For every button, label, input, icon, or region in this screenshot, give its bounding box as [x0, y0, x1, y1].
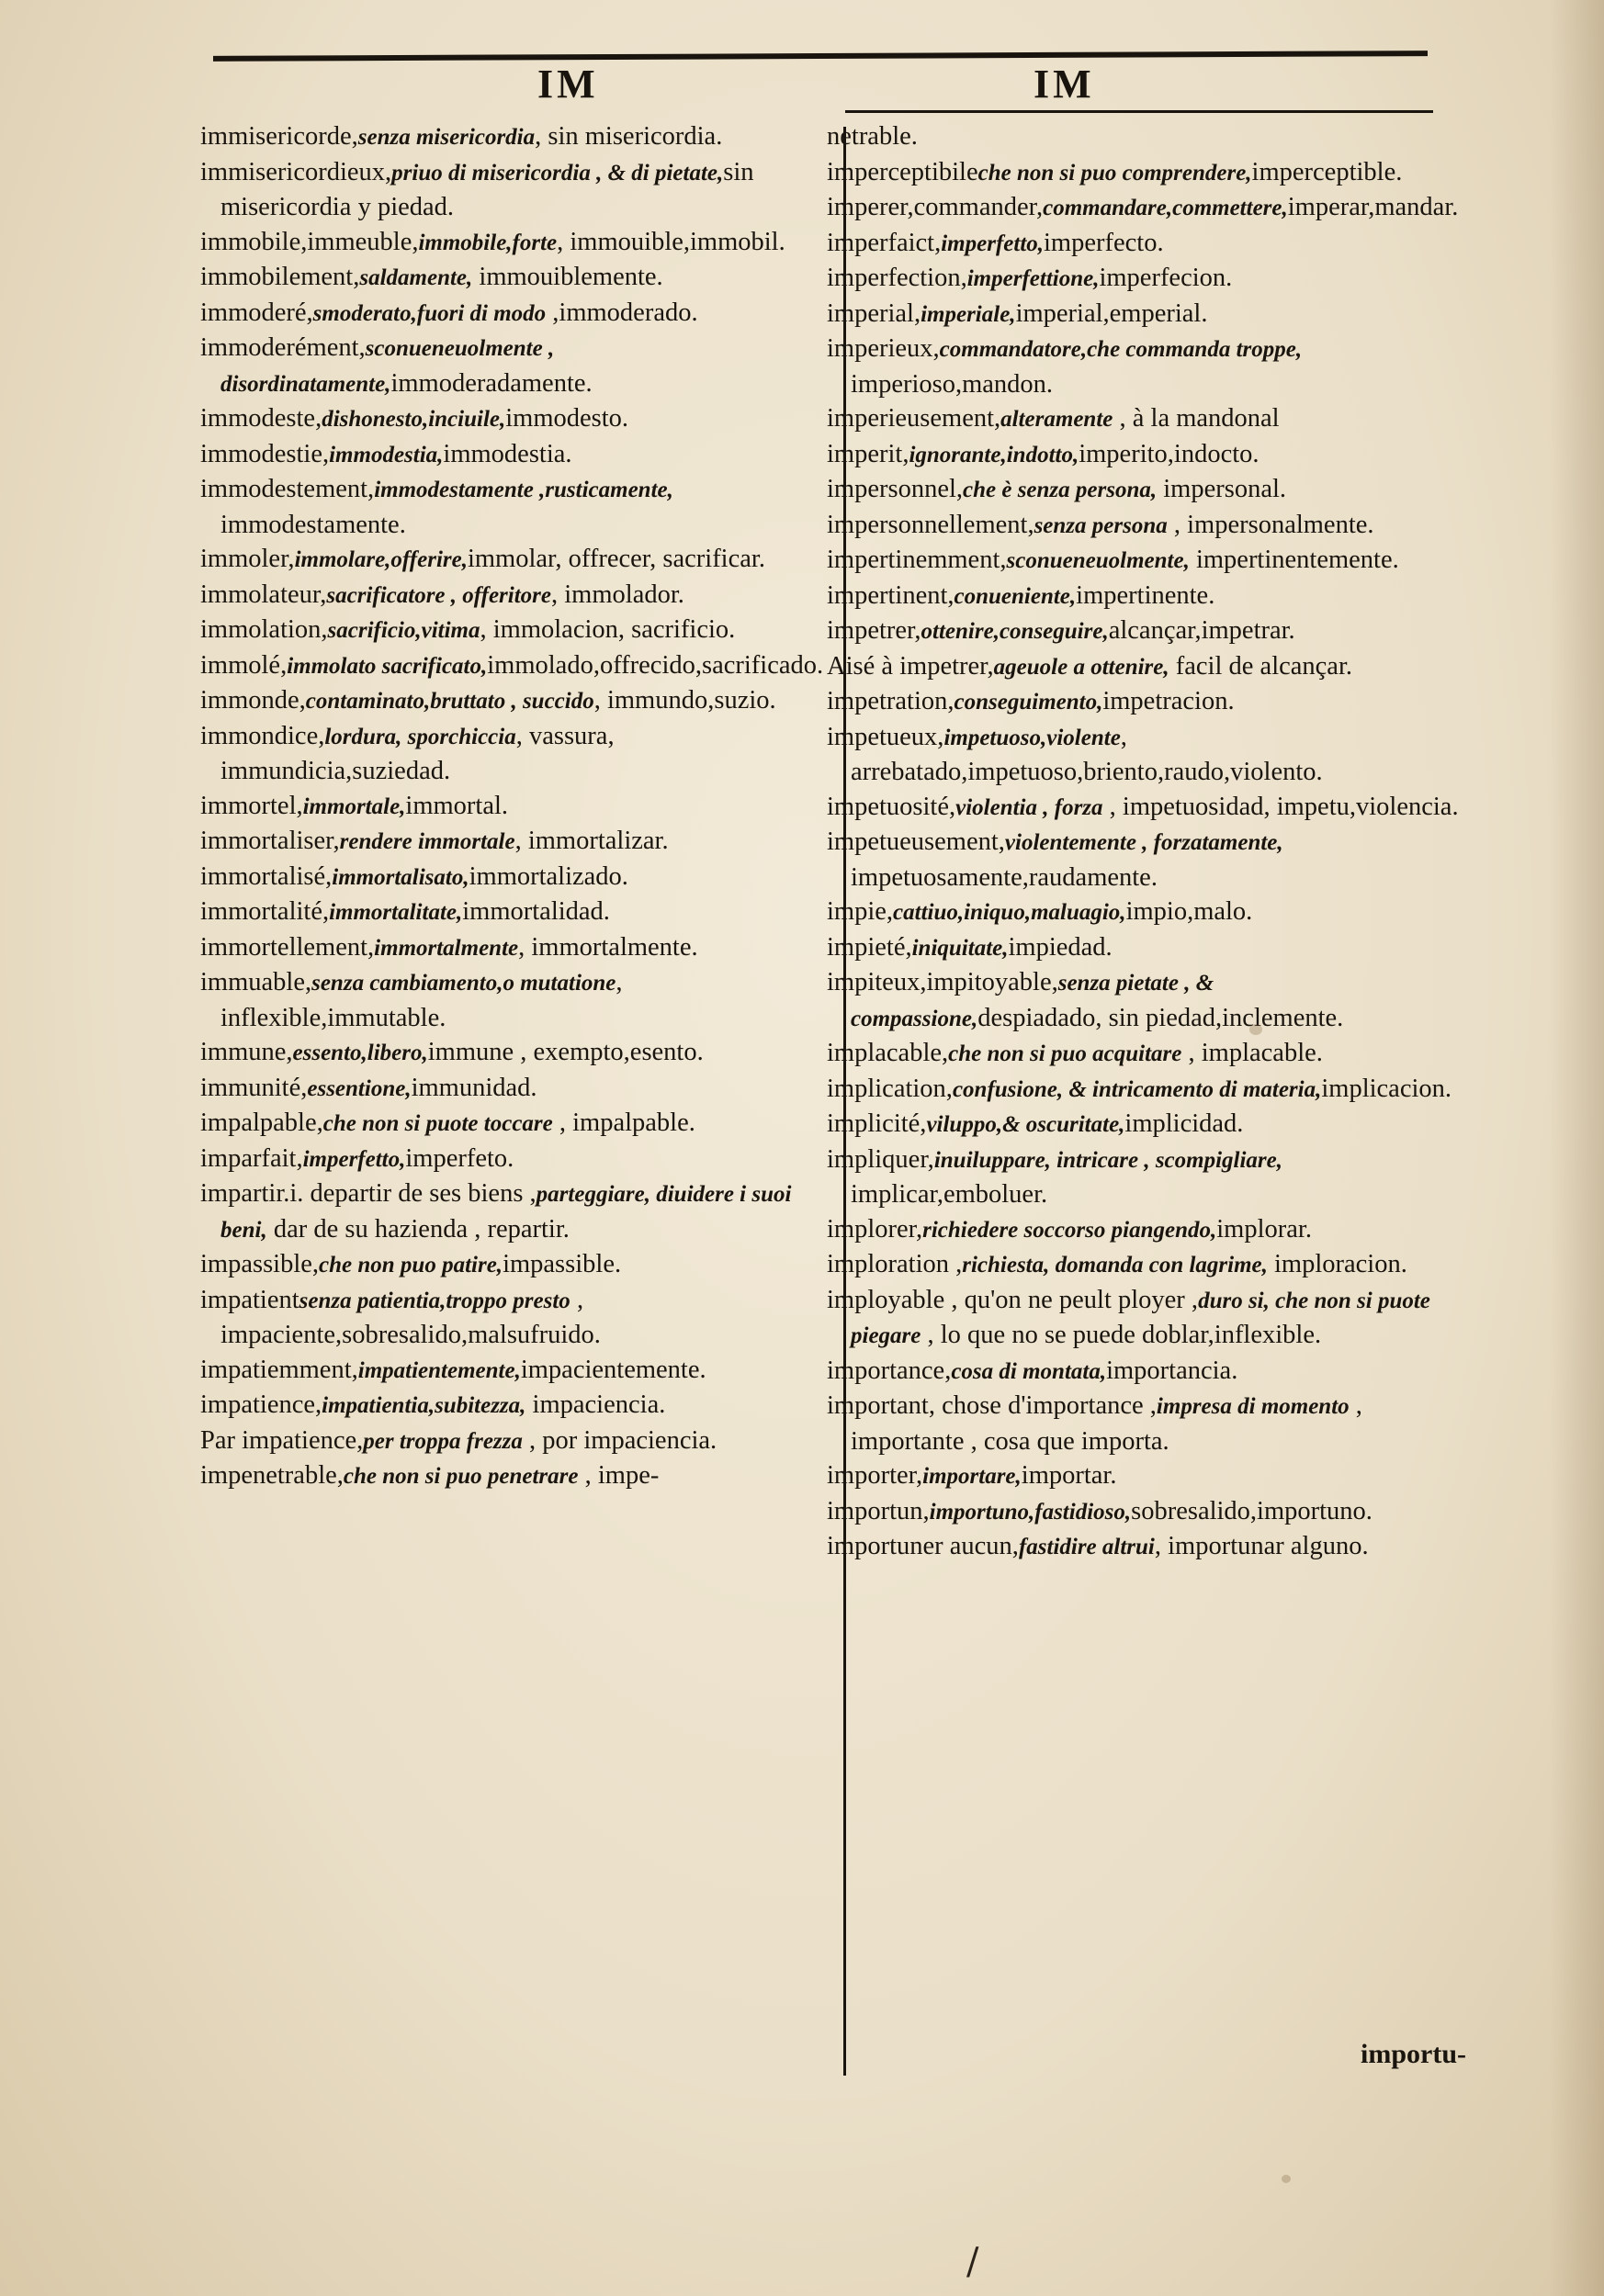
entry-headword: immunité,: [200, 1073, 308, 1102]
entry-spanish: immolar, offrecer, sacrificar.: [467, 545, 765, 573]
entry-headword: importer,: [827, 1461, 923, 1490]
dictionary-entry: [827, 155, 1461, 191]
entry-headword: immuable,: [200, 968, 312, 996]
dictionary-entry: [200, 1106, 834, 1142]
stain-spot: [1282, 2175, 1291, 2183]
entry-headword: immobile,immeuble,: [200, 227, 419, 256]
entry-spanish: , importante , cosa que importa.: [851, 1391, 1362, 1456]
entry-spanish: imperar,mandar.: [1287, 193, 1459, 221]
entry-headword: imperfaict,: [827, 228, 942, 257]
right-column: [827, 119, 1461, 1565]
entry-spanish: importar.: [1021, 1461, 1117, 1490]
dictionary-entry: [200, 542, 834, 578]
dictionary-entry: [827, 472, 1461, 508]
dictionary-entry: [200, 119, 834, 155]
entry-spanish: immortalidad.: [462, 897, 610, 926]
entry-italian: duro si, che non si puote piegare: [851, 1288, 1430, 1348]
entry-headword: impliquer,: [827, 1144, 934, 1174]
entry-spanish: imperioso,mandon.: [851, 369, 1054, 399]
dictionary-entry: [200, 719, 834, 789]
entry-headword: impatiemment,: [200, 1355, 358, 1384]
dictionary-entry: [200, 860, 834, 895]
dictionary-entry: [200, 1035, 834, 1071]
entry-spanish: impertinentemente.: [1189, 546, 1399, 574]
entry-italian: che non puo patire,: [319, 1253, 503, 1277]
dictionary-entry: [200, 613, 834, 648]
entry-headword: imperceptibile: [827, 157, 978, 186]
entry-italian: alteramente: [1000, 407, 1113, 432]
dictionary-entry: [827, 332, 1461, 401]
entry-headword: impie,: [827, 897, 894, 926]
entry-italian: senza persona: [1034, 512, 1168, 538]
entry-spanish: , por impaciencia.: [522, 1425, 717, 1455]
dictionary-entry: [200, 1424, 834, 1459]
entry-spanish: , impe-: [578, 1461, 660, 1490]
entry-italian: che non si puo penetrare: [343, 1464, 579, 1489]
dictionary-entry: [827, 1142, 1461, 1212]
entry-headword: immune,: [200, 1038, 293, 1066]
entry-spanish: imperfecion.: [1099, 264, 1233, 292]
entry-headword: immobilement,: [200, 263, 360, 291]
entry-italian: imperfetto,: [302, 1146, 406, 1172]
entry-italian: immortalitate,: [329, 900, 463, 925]
dictionary-entry: [200, 1458, 834, 1494]
entry-italian: cosa di montata,: [951, 1358, 1107, 1384]
dictionary-entry: [827, 825, 1461, 895]
entry-headword: imperfection,: [827, 264, 967, 292]
entry-headword: immortaliser,: [200, 827, 340, 855]
entry-headword: impersonnel,: [827, 475, 964, 503]
dictionary-entry: [200, 1388, 834, 1424]
dictionary-entry: [827, 790, 1461, 826]
entry-spanish: , immouible,immobil.: [557, 227, 785, 256]
dictionary-entry: [200, 1353, 834, 1389]
dictionary-entry: [827, 297, 1461, 332]
entry-spanish: impaciencia.: [525, 1390, 666, 1419]
entry-spanish: , inflexible,immutable.: [220, 968, 623, 1032]
entry-spanish: immoderadamente.: [390, 368, 593, 398]
dictionary-entry: [200, 930, 834, 966]
entry-spanish: impassible.: [503, 1250, 622, 1278]
entry-headword: immodestie,: [200, 439, 330, 468]
entry-italian: ottenire,conseguire,: [921, 619, 1109, 644]
entry-spanish: , sin misericordia.: [535, 122, 723, 151]
dictionary-entry: [200, 1247, 834, 1283]
dictionary-entry: [827, 1389, 1461, 1458]
entry-spanish: immouiblemente.: [472, 263, 663, 291]
dictionary-entry: [200, 1071, 834, 1107]
entry-headword: impassible,: [200, 1250, 320, 1278]
dictionary-entry: [200, 683, 834, 719]
entry-spanish: despiadado, sin piedad,inclemente.: [977, 1003, 1344, 1032]
entry-headword: impatience,: [200, 1390, 322, 1419]
stain-spot: [1249, 1024, 1262, 1035]
entry-headword: impetration,: [827, 687, 954, 715]
dictionary-entry: [200, 401, 834, 437]
entry-italian: che non si puote toccare: [322, 1111, 553, 1136]
entry-italian: senza patientia,troppo presto: [299, 1288, 570, 1313]
entry-spanish: impersonal.: [1157, 475, 1287, 503]
dictionary-entry: [827, 1036, 1461, 1072]
entry-spanish: , immortalmente.: [518, 932, 698, 962]
entry-spanish: , immolacion, sacrificio.: [480, 615, 736, 644]
dictionary-entry: [200, 1283, 834, 1353]
entry-italian: iniquitate,: [911, 935, 1009, 961]
running-head-right: IM: [1034, 62, 1095, 107]
dictionary-entry: [827, 1354, 1461, 1390]
entry-italian: impetuoso,violente: [943, 725, 1121, 750]
entry-spanish: , lo que no se puede doblar,inflexible.: [921, 1321, 1322, 1349]
entry-italian: confusione, & intricamento di materia,: [952, 1076, 1322, 1102]
entry-headword: immolation,: [200, 615, 328, 644]
entry-spanish: , impetuosidad, impetu,violencia.: [1102, 792, 1459, 821]
entry-spanish: impertinente.: [1076, 580, 1215, 610]
entry-spanish: implicidad.: [1124, 1109, 1244, 1138]
entry-italian: immolare,offerire,: [294, 547, 468, 572]
entry-headword: implication,: [827, 1074, 953, 1103]
entry-headword: impetueusement,: [827, 827, 1005, 856]
entry-italian: per troppa frezza: [363, 1428, 523, 1454]
entry-spanish: importancia.: [1106, 1356, 1238, 1385]
dictionary-entry: [827, 119, 1461, 155]
entry-italian: senza cambiamento,o mutatione: [311, 971, 616, 996]
entry-spanish: , importunar alguno.: [1154, 1532, 1369, 1560]
entry-italian: inuiluppare, intricare , scompigliare,: [933, 1147, 1283, 1173]
dictionary-entry: [200, 648, 834, 684]
dictionary-entry: [827, 1494, 1461, 1530]
entry-headword: imperieux,: [827, 334, 940, 363]
header-rule-right: [845, 110, 1433, 113]
entry-headword: immortalisé,: [200, 861, 333, 891]
dictionary-entry: [200, 331, 834, 401]
dictionary-entry: [827, 1072, 1461, 1108]
entry-headword: implicité,: [827, 1109, 927, 1138]
entry-italian: importare,: [922, 1464, 1022, 1489]
entry-italian: smoderato,fuori di modo: [312, 300, 547, 326]
entry-headword: impartir.i. departir de ses biens ,: [200, 1179, 537, 1208]
entry-headword: Aisé à impetrer,: [827, 651, 994, 681]
dictionary-entry: [827, 579, 1461, 614]
left-column: [200, 119, 834, 1494]
entry-headword: immoderément,: [200, 333, 366, 362]
entry-italian: sconueneuolmente,: [1006, 548, 1190, 573]
dictionary-entry: [827, 226, 1461, 262]
dictionary-entry: [200, 789, 834, 825]
entry-italian: che non si puo acquitare: [948, 1041, 1182, 1066]
page-shadow: [1549, 0, 1604, 2296]
entry-spanish: imperceptible.: [1251, 157, 1403, 186]
entry-spanish: , impalpable.: [552, 1109, 695, 1137]
entry-italian: impresa di momento: [1156, 1394, 1350, 1419]
entry-spanish: , immolador.: [551, 580, 684, 609]
dictionary-entry: [827, 1529, 1461, 1565]
dictionary-entry: [200, 965, 834, 1035]
entry-headword: importun,: [827, 1496, 930, 1525]
entry-spanish: facil de alcançar.: [1169, 651, 1353, 681]
entry-headword: immonde,: [200, 686, 306, 715]
entry-spanish: sin misericordia y piedad.: [220, 157, 754, 221]
entry-headword: importuner aucun,: [827, 1532, 1019, 1560]
entry-italian: sacrificio,vitima: [327, 618, 480, 643]
entry-italian: immodestamente ,rusticamente,: [374, 478, 673, 502]
entry-headword: immolateur,: [200, 580, 327, 609]
dictionary-entry: [827, 190, 1461, 226]
entry-italian: importuno,fastidioso,: [929, 1499, 1132, 1525]
entry-spanish: impacientemente.: [520, 1355, 706, 1384]
dictionary-entry: [827, 1283, 1461, 1354]
entry-italian: viluppo,& oscuritate,: [926, 1112, 1125, 1137]
entry-headword: impetueux,: [827, 722, 944, 751]
entry-spanish: immortalizado.: [469, 861, 628, 891]
entry-headword: imperit,: [827, 439, 909, 468]
entry-headword: immortalité,: [200, 897, 330, 926]
entry-spanish: imperfeto.: [405, 1143, 514, 1173]
entry-italian: commandare,commettere,: [1043, 196, 1288, 220]
entry-spanish: , à la mandonal: [1113, 404, 1280, 433]
entry-italian: rendere immortale: [339, 829, 515, 854]
dictionary-entry: [200, 225, 834, 261]
entry-italian: ageuole a ottenire,: [993, 654, 1169, 680]
entry-italian: ignorante,indotto,: [909, 442, 1079, 467]
entry-italian: violentia , forza: [955, 794, 1103, 820]
entry-spanish: impetuosamente,raudamente.: [851, 862, 1158, 892]
running-head-left: IM: [537, 62, 599, 107]
dictionary-entry: [827, 649, 1461, 685]
entry-spanish: , vassura, immundicia,suziedad.: [220, 721, 615, 785]
entry-italian: imperfettione,: [966, 266, 1100, 291]
entry-italian: che è senza persona,: [963, 478, 1158, 502]
dictionary-entry: [827, 613, 1461, 649]
dictionary-entry: [827, 508, 1461, 544]
entry-headword: immoler,: [200, 545, 295, 573]
dictionary-entry: [827, 1107, 1461, 1142]
entry-spanish: , implacable.: [1181, 1039, 1323, 1067]
dictionary-entry: [827, 1212, 1461, 1248]
entry-headword: impertinemment,: [827, 546, 1007, 574]
entry-headword: netrable.: [827, 122, 918, 151]
entry-spanish: immodestamente.: [220, 510, 406, 539]
entry-headword: imployable , qu'on ne peult ployer ,: [827, 1285, 1199, 1314]
entry-headword: immodeste,: [200, 404, 322, 433]
entry-italian: saldamente,: [359, 265, 473, 290]
entry-italian: immolato sacrificato,: [287, 653, 488, 679]
entry-italian: immobile,forte: [418, 230, 558, 255]
entry-spanish: , immortalizar.: [514, 827, 669, 855]
dictionary-entry: [200, 472, 834, 542]
entry-headword: importance,: [827, 1356, 952, 1385]
entry-italian: contaminato,bruttato , succido: [305, 689, 594, 714]
dictionary-entry: [827, 684, 1461, 720]
footer-mark: /: [966, 2241, 979, 2283]
entry-spanish: immunidad.: [411, 1073, 537, 1102]
entry-italian: richiedere soccorso piangendo,: [922, 1217, 1217, 1243]
entry-spanish: immortal.: [405, 791, 509, 820]
entry-headword: immondice,: [200, 721, 325, 750]
entry-spanish: dar de su hazienda , repartir.: [266, 1214, 570, 1244]
dictionary-entry: [827, 930, 1461, 966]
entry-spanish: ,immoderado.: [546, 298, 698, 327]
entry-italian: impatientia,subitezza,: [322, 1393, 526, 1418]
dictionary-entry: [200, 260, 834, 296]
dictionary-entry: [200, 895, 834, 930]
entry-italian: conseguimento,: [954, 690, 1103, 715]
entry-spanish: alcançar,impetrar.: [1108, 616, 1295, 645]
entry-italian: violentemente , forzatamente,: [1004, 830, 1283, 855]
entry-italian: fastidire altrui: [1018, 1535, 1155, 1559]
entry-headword: impieté,: [827, 932, 912, 962]
entry-spanish: implicar,emboluer.: [851, 1180, 1048, 1209]
entry-headword: immoderé,: [200, 298, 313, 327]
entry-headword: implorer,: [827, 1214, 923, 1244]
dictionary-entry: [827, 720, 1461, 790]
entry-spanish: , impaciente,sobresalido,malsufruido.: [220, 1285, 601, 1349]
entry-headword: impatient: [200, 1285, 299, 1314]
dictionary-entry: [200, 296, 834, 332]
entry-headword: imperieusement,: [827, 404, 1001, 433]
entry-italian: immortalmente: [374, 935, 519, 961]
entry-italian: sacrificatore , offeritore: [326, 582, 552, 608]
entry-headword: impetrer,: [827, 616, 921, 645]
entry-headword: imperer,commander,: [827, 193, 1044, 221]
dictionary-entry: [200, 155, 834, 225]
dictionary-entry: [827, 543, 1461, 579]
entry-headword: imploration ,: [827, 1250, 963, 1278]
dictionary-entry: [827, 895, 1461, 930]
entry-spanish: imperfecto.: [1044, 228, 1164, 257]
entry-italian: immodestia,: [329, 442, 444, 467]
entry-italian: imperfetto,: [941, 231, 1045, 256]
entry-spanish: , immundo,suzio.: [593, 686, 776, 715]
entry-headword: impersonnellement,: [827, 510, 1034, 539]
dictionary-entry: [827, 437, 1461, 473]
entry-italian: commandatore,che commanda troppe,: [939, 337, 1303, 362]
entry-italian: che non si puo comprendere,: [977, 160, 1252, 186]
entry-italian: dishonesto,inciuile,: [322, 407, 506, 432]
entry-italian: sconueneuolmente , disordinatamente,: [220, 336, 555, 397]
entry-headword: impertinent,: [827, 580, 954, 610]
entry-headword: Par impatience,: [200, 1425, 364, 1455]
dictionary-entry: [827, 965, 1461, 1036]
entry-headword: impiteux,impitoyable,: [827, 968, 1058, 996]
entry-italian: lordura, sporchiccia: [324, 724, 516, 749]
entry-headword: impetuosité,: [827, 792, 956, 821]
entry-italian: senza pietate , & compassione,: [851, 971, 1214, 1031]
entry-headword: immolé,: [200, 650, 288, 680]
catchword: importu-: [1361, 2039, 1466, 2069]
entry-headword: immodestement,: [200, 475, 375, 503]
dictionary-entry: [827, 1247, 1461, 1283]
entry-headword: immisericordieux,: [200, 157, 392, 186]
entry-headword: important, chose d'importance ,: [827, 1391, 1157, 1420]
entry-headword: immisericorde,: [200, 122, 358, 151]
dictionary-entry: [200, 824, 834, 860]
entry-headword: impenetrable,: [200, 1461, 344, 1490]
dictionary-entry: [200, 1142, 834, 1177]
dictionary-entry: [200, 578, 834, 613]
entry-headword: implacable,: [827, 1039, 949, 1067]
entry-spanish: , impersonalmente.: [1167, 510, 1374, 539]
dictionary-entry: [827, 1458, 1461, 1494]
entry-italian: richiesta, domanda con lagrime,: [962, 1253, 1268, 1277]
entry-spanish: impio,malo.: [1125, 897, 1253, 926]
entry-italian: immortalisato,: [332, 864, 469, 890]
entry-spanish: impetracion.: [1102, 687, 1235, 715]
entry-spanish: immodestia.: [443, 439, 572, 468]
entry-spanish: imploracion.: [1267, 1250, 1407, 1278]
entry-italian: parteggiare, diuidere i suoi beni,: [220, 1182, 792, 1243]
entry-spanish: imperito,indocto.: [1079, 439, 1259, 468]
entry-spanish: , arrebatado,impetuoso,briento,raudo,violento.: [851, 722, 1323, 786]
entry-spanish: impiedad.: [1008, 932, 1113, 962]
entry-headword: immortel,: [200, 791, 303, 820]
entry-spanish: immolado,offrecido,sacrificado.: [487, 650, 824, 680]
entry-italian: essentione,: [307, 1075, 412, 1101]
entry-italian: conueniente,: [954, 583, 1077, 609]
dictionary-entry: [200, 437, 834, 473]
entry-italian: immortale,: [302, 793, 406, 819]
entry-italian: essento,libero,: [292, 1041, 428, 1065]
dictionary-entry: [200, 1176, 834, 1247]
dictionary-entry: [827, 261, 1461, 297]
entry-italian: priuo di misericordia , & di pietate,: [391, 160, 724, 186]
entry-headword: imperial,: [827, 298, 921, 328]
entry-headword: immortellement,: [200, 932, 375, 962]
entry-spanish: sobresalido,importuno.: [1131, 1496, 1372, 1525]
entry-italian: senza misericordia: [357, 125, 536, 150]
entry-italian: imperiale,: [921, 301, 1016, 327]
entry-italian: impatientemente,: [357, 1357, 521, 1383]
dictionary-entry: [827, 401, 1461, 437]
entry-spanish: imperial,emperial.: [1015, 298, 1208, 328]
entry-headword: imparfait,: [200, 1143, 303, 1173]
entry-spanish: immune , exempto,esento.: [427, 1038, 704, 1066]
entry-headword: impalpable,: [200, 1109, 323, 1137]
entry-italian: cattiuo,iniquo,maluagio,: [893, 900, 1126, 925]
entry-spanish: implorar.: [1216, 1214, 1312, 1244]
entry-spanish: immodesto.: [505, 404, 629, 433]
entry-spanish: implicacion.: [1321, 1074, 1452, 1103]
